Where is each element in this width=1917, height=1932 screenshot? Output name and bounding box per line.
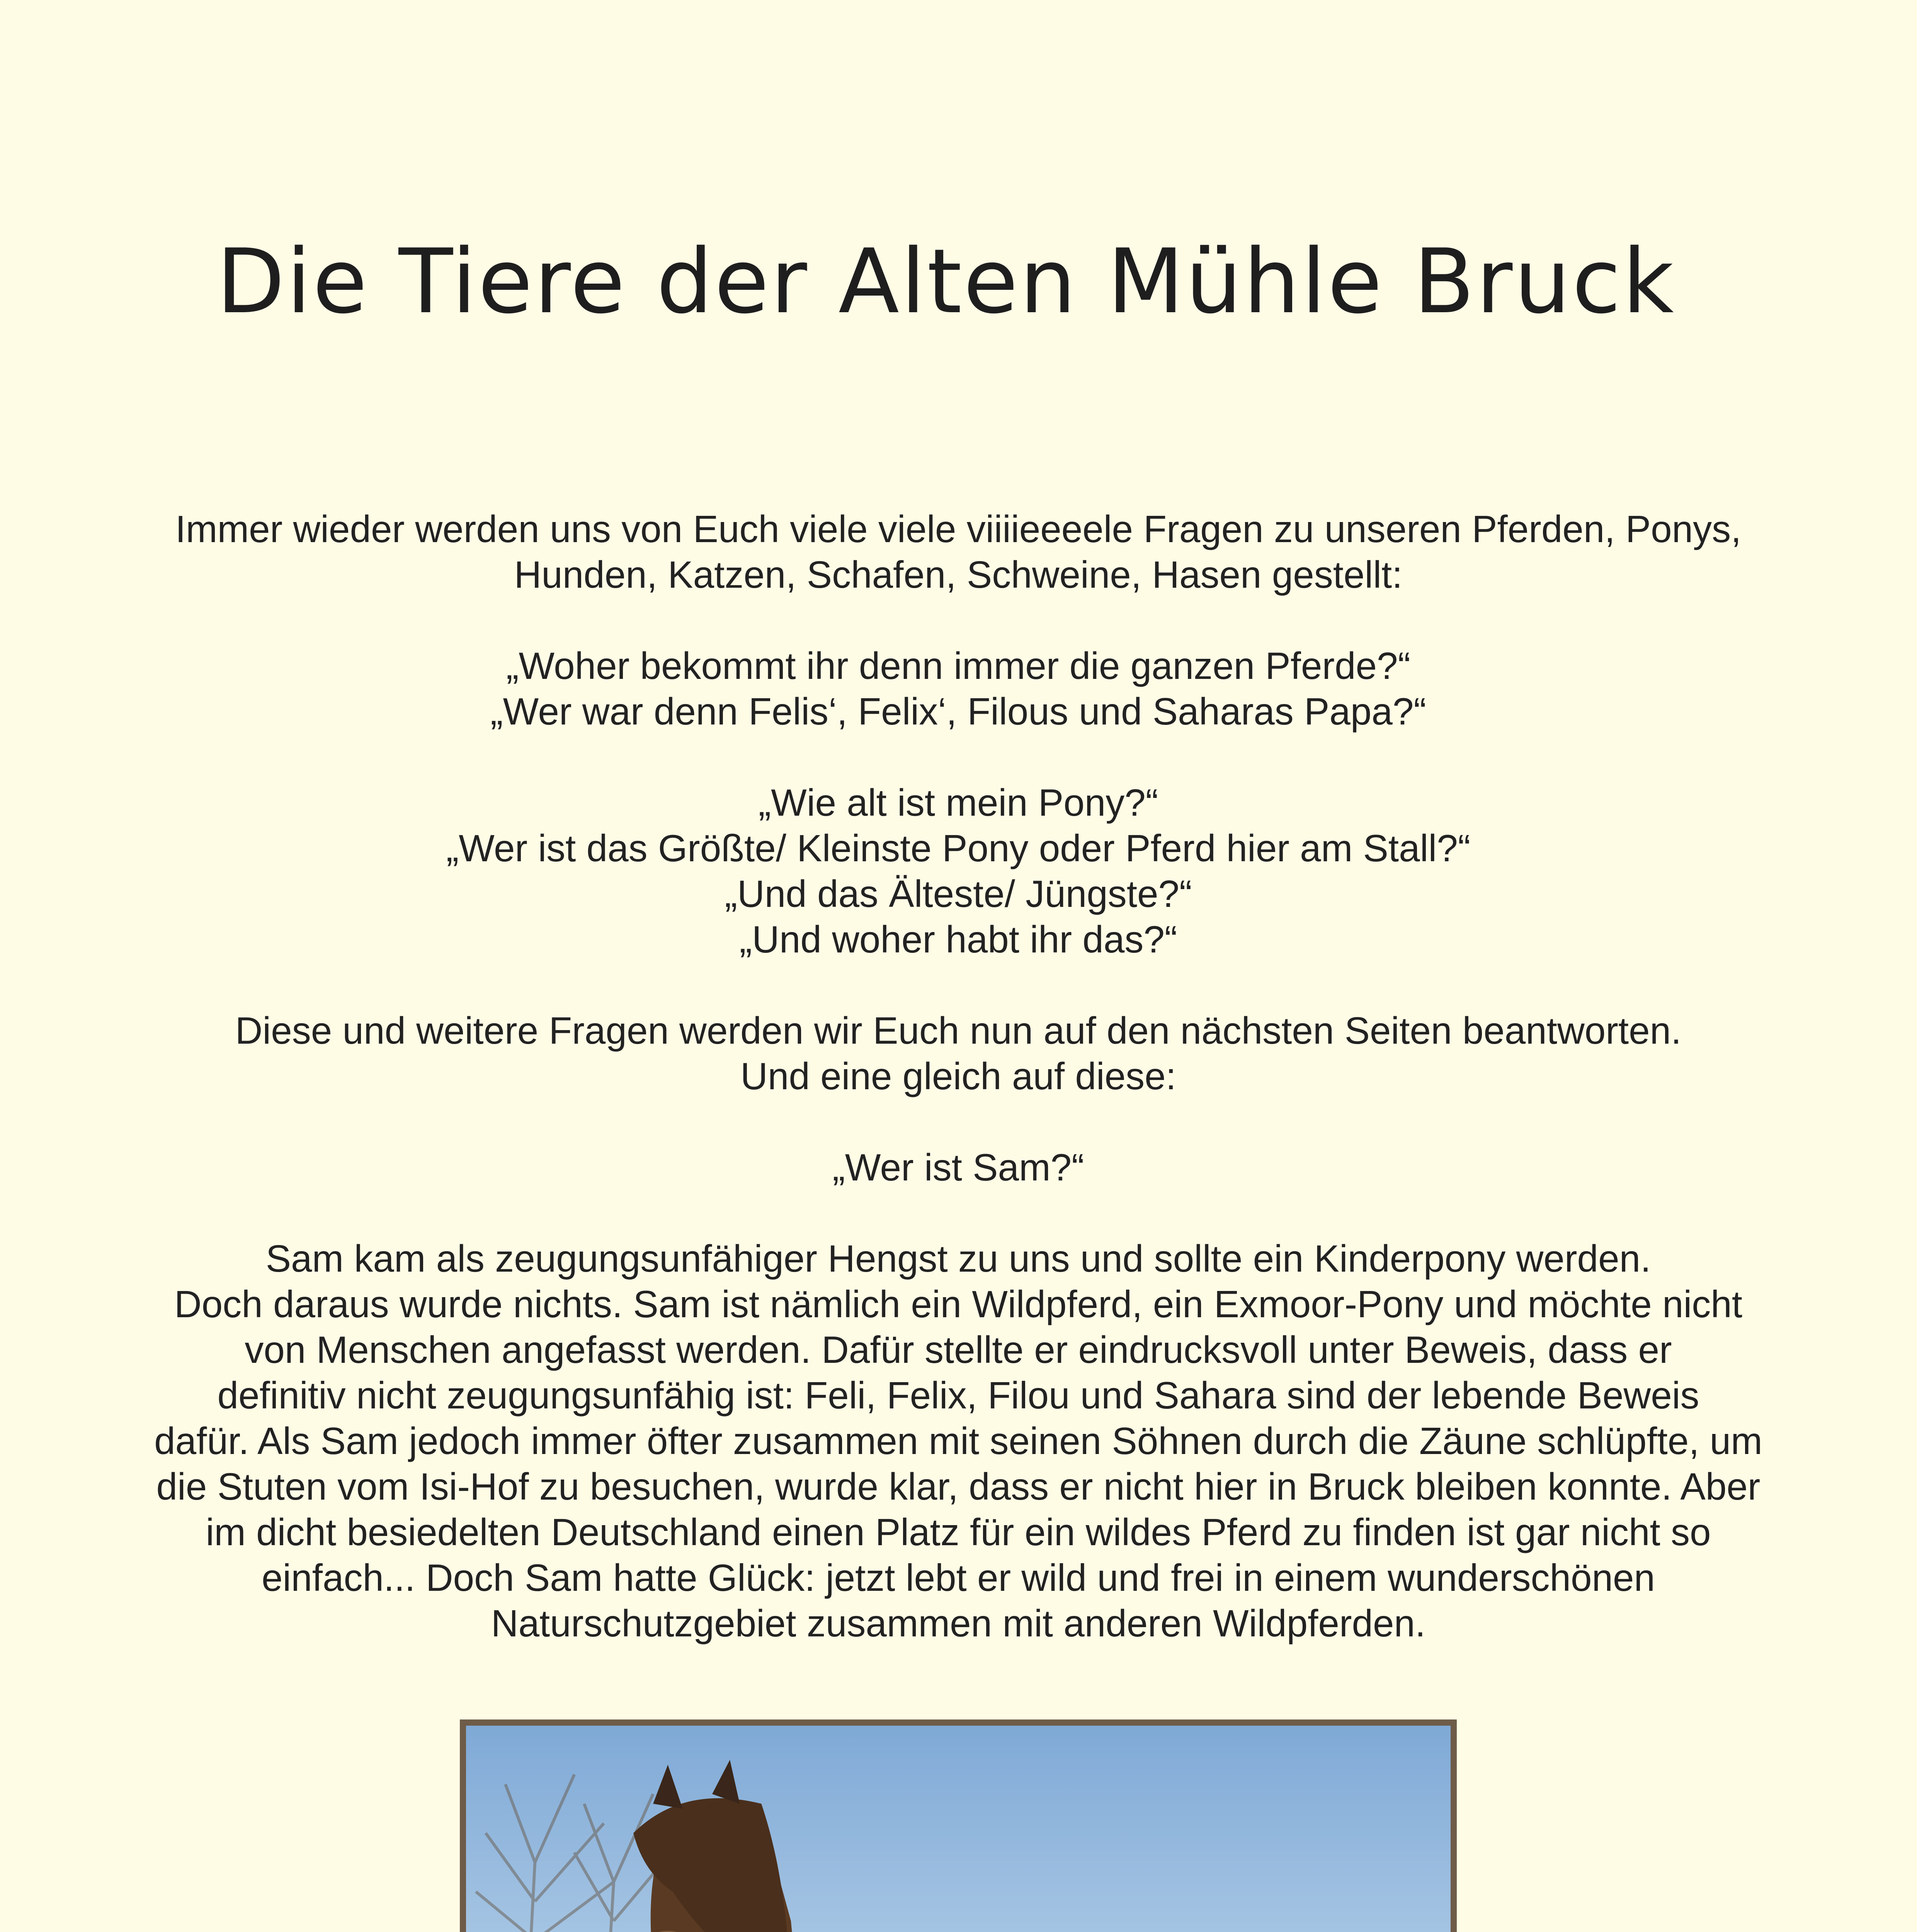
pony-photo-illustration [466,1726,1451,1932]
story-line: die Stuten vom Isi-Hof zu besuchen, wurde klar, dass er nicht hier in Bruck bleiben konnte. Aber [156,1465,1761,1508]
question-line: „Woher bekommt ihr denn immer die ganzen Pferde?“ [506,645,1411,687]
answer-intro-line: Diese und weitere Fragen werden wir Euch nun auf den nächsten Seiten beantworten. [235,1009,1682,1052]
pony-photo [460,1719,1457,1932]
page-title: Die Tiere der Alten Mühle Bruck [216,230,1675,333]
intro-paragraph [131,506,1785,597]
story-line: definitiv nicht zeugungsunfähig ist: Feli, Felix, Filou und Sahara sind der lebende Beweis [217,1374,1699,1417]
intro-line: Immer wieder werden uns von Euch viele viele viiiieeeele Fragen zu unseren Pferden, Ponys, [175,508,1742,550]
question-line: „Wie alt ist mein Pony?“ [758,781,1158,824]
story-line: Sam kam als zeugungsunfähiger Hengst zu uns und sollte ein Kinderpony werden. [265,1237,1651,1280]
question-line: „Wer war denn Felis‘, Felix‘, Filous und Saharas Papa?“ [490,690,1426,733]
story-line: Doch daraus wurde nichts. Sam ist nämlich ein Wildpferd, ein Exmoor-Pony und möchte nicht [174,1283,1742,1325]
question-line: „Wer ist das Größte/ Kleinste Pony oder Pferd hier am Stall?“ [446,827,1471,869]
sam-question-line: „Wer ist Sam?“ [832,1146,1084,1189]
questions-group-1 [131,643,1785,734]
document-body [131,506,1785,1692]
story-line: einfach... Doch Sam hatte Glück: jetzt lebt er wild und frei in einem wunderschönen [261,1556,1655,1599]
story-line: im dicht besiedelten Deutschland einen Platz für ein wildes Pferd zu finden ist gar nicht so [206,1511,1711,1553]
sam-story-paragraph [131,1236,1785,1646]
questions-group-2 [131,780,1785,962]
question-line: „Und woher habt ihr das?“ [739,918,1177,961]
story-line: Naturschutzgebiet zusammen mit anderen Wildpferden. [491,1602,1426,1645]
sam-question [131,1145,1785,1190]
answer-intro-line: Und eine gleich auf diese: [740,1055,1176,1097]
intro-line: Hunden, Katzen, Schafen, Schweine, Hasen gestellt: [514,553,1403,596]
story-line: von Menschen angefasst werden. Dafür stellte er eindrucksvoll unter Beweis, dass er [245,1328,1672,1371]
answer-intro-paragraph [131,1008,1785,1099]
question-line: „Und das Älteste/ Jüngste?“ [725,872,1192,915]
story-line: dafür. Als Sam jedoch immer öfter zusammen mit seinen Söhnen durch die Zäune schlüpfte, um [154,1420,1762,1462]
